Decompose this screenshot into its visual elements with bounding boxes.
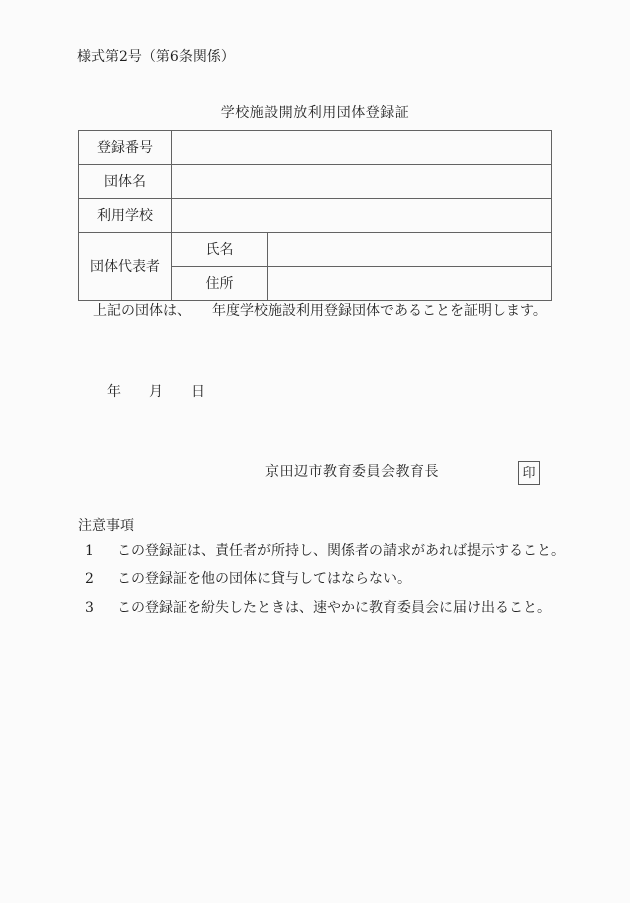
note-item-1 xyxy=(85,543,565,559)
note-item-3 xyxy=(85,600,551,616)
table-row-representative-name xyxy=(79,233,552,267)
row-label-representative-address: 住所 xyxy=(172,267,268,301)
registration-number-field xyxy=(172,131,552,165)
school-used-field xyxy=(172,199,552,233)
seal-box: 印 xyxy=(518,461,540,485)
note-number: 3 xyxy=(85,600,94,616)
note-number: 2 xyxy=(85,571,94,587)
row-label-school-used: 利用学校 xyxy=(79,199,172,233)
registration-table xyxy=(78,130,552,301)
table-row-school-used xyxy=(79,199,552,233)
note-item-2 xyxy=(85,571,411,587)
representative-name-field xyxy=(268,233,552,267)
table-row-registration-number xyxy=(79,131,552,165)
representative-address-field xyxy=(268,267,552,301)
signer-title: 京田辺市教育委員会教育長 xyxy=(265,464,439,480)
row-label-representative: 団体代表者 xyxy=(79,233,172,301)
organization-name-field xyxy=(172,165,552,199)
note-text: この登録証は、責任者が所持し、関係者の請求があれば提示すること。 xyxy=(117,543,565,559)
note-number: 1 xyxy=(85,543,94,559)
certification-text: 上記の団体は、 年度学校施設利用登録団体であることを証明します。 xyxy=(93,303,547,319)
row-label-organization-name: 団体名 xyxy=(79,165,172,199)
date-line: 年 月 日 xyxy=(107,384,205,400)
note-text: この登録証を他の団体に貸与してはならない。 xyxy=(117,571,411,587)
row-label-representative-name: 氏名 xyxy=(172,233,268,267)
notes-heading: 注意事項 xyxy=(78,518,134,534)
note-text: この登録証を紛失したときは、速やかに教育委員会に届け出ること。 xyxy=(117,600,551,616)
page-title: 学校施設開放利用団体登録証 xyxy=(220,105,410,121)
row-label-registration-number: 登録番号 xyxy=(79,131,172,165)
table-row-organization-name xyxy=(79,165,552,199)
form-number: 様式第2号（第6条関係） xyxy=(77,49,235,65)
